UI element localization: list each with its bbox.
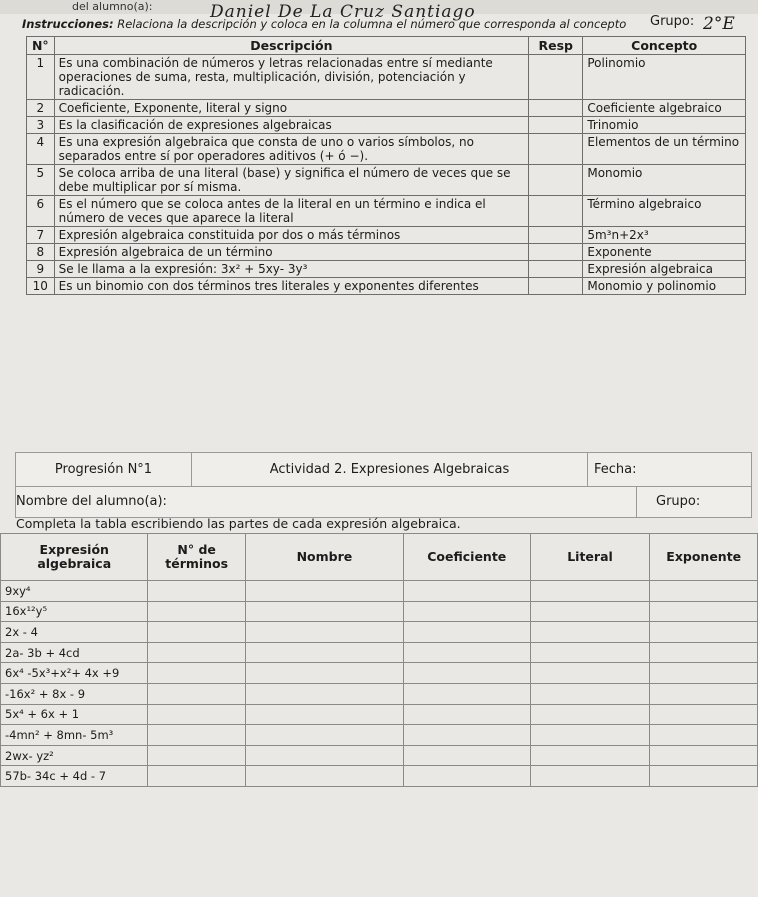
resp-cell[interactable] (529, 55, 583, 100)
coeficiente-answer-cell[interactable] (403, 622, 530, 643)
table1-header (27, 37, 746, 55)
exponente-answer-cell[interactable] (650, 683, 758, 704)
row-desc: Expresión algebraica constituida por dos o más términos (54, 227, 529, 244)
row-num: 8 (27, 244, 55, 261)
col-expresion (1, 534, 148, 581)
resp-cell[interactable] (529, 117, 583, 134)
panel2-row1 (16, 453, 751, 487)
instructions-text: Relaciona la descripción y coloca en la columna el número que corresponda al concepto (113, 17, 627, 31)
exponente-answer-cell[interactable] (650, 663, 758, 684)
col-resp: Resp (529, 37, 583, 55)
expression-cell: 2x - 4 (1, 622, 148, 643)
handwritten-grupo: 2°E (703, 14, 735, 34)
col-num-l2: términos (165, 556, 229, 571)
nombre-answer-cell[interactable] (245, 683, 403, 704)
exponente-answer-cell[interactable] (650, 581, 758, 602)
coeficiente-answer-cell[interactable] (403, 745, 530, 766)
nombre-answer-cell[interactable] (245, 601, 403, 622)
col-nombre: Nombre (245, 534, 403, 581)
nombre-label: Nombre del alumno(a): (16, 486, 637, 517)
row-num: 10 (27, 278, 55, 295)
col-num-terminos (148, 534, 245, 581)
row-concept: Término algebraico (583, 196, 746, 227)
literal-answer-cell[interactable] (530, 766, 650, 787)
table-row (1, 683, 758, 704)
grupo2-label: Grupo: (656, 494, 701, 509)
row-desc: Es una expresión algebraica que consta de uno o varios símbolos, no separados entre sí por operadores aditivos (+ ó −). (54, 134, 529, 165)
row-desc: Es el número que se coloca antes de la literal en un término e indica el número de veces que aparece la literal (54, 196, 529, 227)
coeficiente-answer-cell[interactable] (403, 725, 530, 746)
table-row (1, 704, 758, 725)
row-concept: Monomio (583, 165, 746, 196)
expression-cell: -4mn² + 8mn- 5m³ (1, 725, 148, 746)
instructions (22, 17, 642, 31)
expression-cell: 16x¹²y⁵ (1, 601, 148, 622)
num-terminos-answer-cell[interactable] (148, 704, 245, 725)
coeficiente-answer-cell[interactable] (403, 683, 530, 704)
table-row (1, 622, 758, 643)
table-row (27, 117, 746, 134)
table-row (27, 244, 746, 261)
coeficiente-answer-cell[interactable] (403, 581, 530, 602)
row-desc: Es un binomio con dos términos tres literales y exponentes diferentes (54, 278, 529, 295)
row-num: 7 (27, 227, 55, 244)
alumno-label: del alumno(a): (72, 0, 153, 13)
row-num: 2 (27, 100, 55, 117)
resp-cell[interactable] (529, 165, 583, 196)
row-concept: Polinomio (583, 55, 746, 100)
expression-cell: 57b- 34c + 4d - 7 (1, 766, 148, 787)
grupo-label: Grupo: (650, 14, 695, 29)
table-row (1, 581, 758, 602)
col-concept: Concepto (583, 37, 746, 55)
resp-cell[interactable] (529, 278, 583, 295)
col-desc: Descripción (54, 37, 529, 55)
literal-answer-cell[interactable] (530, 581, 650, 602)
literal-answer-cell[interactable] (530, 601, 650, 622)
exponente-answer-cell[interactable] (650, 704, 758, 725)
exponente-answer-cell[interactable] (650, 622, 758, 643)
resp-cell[interactable] (529, 261, 583, 278)
expression-cell: 5x⁴ + 6x + 1 (1, 704, 148, 725)
table-row (27, 134, 746, 165)
resp-cell[interactable] (529, 244, 583, 261)
handwritten-student-name: Daniel De La Cruz Santiago (210, 2, 476, 22)
exponente-answer-cell[interactable] (650, 745, 758, 766)
coeficiente-answer-cell[interactable] (403, 704, 530, 725)
table2-header (1, 534, 758, 581)
literal-answer-cell[interactable] (530, 704, 650, 725)
row-desc: Se coloca arriba de una literal (base) y significa el número de veces que se debe multiplicar por sí misma. (54, 165, 529, 196)
col-coeficiente: Coeficiente (403, 534, 530, 581)
exponente-answer-cell[interactable] (650, 642, 758, 663)
row-concept: Coeficiente algebraico (583, 100, 746, 117)
nombre-answer-cell[interactable] (245, 766, 403, 787)
table-row (27, 55, 746, 100)
expression-cell: 9xy⁴ (1, 581, 148, 602)
nombre-answer-cell[interactable] (245, 663, 403, 684)
row-desc: Expresión algebraica de un término (54, 244, 529, 261)
num-terminos-answer-cell[interactable] (148, 766, 245, 787)
literal-answer-cell[interactable] (530, 663, 650, 684)
nombre-answer-cell[interactable] (245, 745, 403, 766)
panel2-row2 (16, 486, 751, 517)
table2-body (1, 581, 758, 787)
expression-cell: 2wx- yz² (1, 745, 148, 766)
coeficiente-answer-cell[interactable] (403, 766, 530, 787)
row-concept: Elementos de un término (583, 134, 746, 165)
num-terminos-answer-cell[interactable] (148, 663, 245, 684)
literal-answer-cell[interactable] (530, 745, 650, 766)
table-row (1, 642, 758, 663)
num-terminos-answer-cell[interactable] (148, 745, 245, 766)
row-concept: Trinomio (583, 117, 746, 134)
num-terminos-answer-cell[interactable] (148, 683, 245, 704)
table-row (1, 745, 758, 766)
table1-body (27, 55, 746, 295)
row-desc: Coeficiente, Exponente, literal y signo (54, 100, 529, 117)
num-terminos-answer-cell[interactable] (148, 622, 245, 643)
row-concept: Exponente (583, 244, 746, 261)
table-row (27, 227, 746, 244)
resp-cell[interactable] (529, 134, 583, 165)
expression-cell: 2a- 3b + 4cd (1, 642, 148, 663)
nombre-answer-cell[interactable] (245, 581, 403, 602)
exponente-answer-cell[interactable] (650, 766, 758, 787)
col-expresion-l2: algebraica (37, 556, 112, 571)
concept-matching-table (26, 36, 746, 295)
expressions-table (0, 533, 758, 787)
actividad-title: Actividad 2. Expresiones Algebraicas (192, 453, 588, 486)
literal-answer-cell[interactable] (530, 622, 650, 643)
nombre-answer-cell[interactable] (245, 622, 403, 643)
exponente-answer-cell[interactable] (650, 725, 758, 746)
row-concept: Monomio y polinomio (583, 278, 746, 295)
col-num-l1: N° de (177, 542, 216, 557)
progresion-label: Progresión N°1 (16, 453, 192, 486)
expression-cell: 6x⁴ -5x³+x²+ 4x +9 (1, 663, 148, 684)
nombre-answer-cell[interactable] (245, 704, 403, 725)
coeficiente-answer-cell[interactable] (403, 663, 530, 684)
table-row (27, 100, 746, 117)
col-num: N° (27, 37, 55, 55)
literal-answer-cell[interactable] (530, 683, 650, 704)
row-num: 3 (27, 117, 55, 134)
row-num: 5 (27, 165, 55, 196)
coeficiente-answer-cell[interactable] (403, 601, 530, 622)
table-row (27, 165, 746, 196)
row-num: 1 (27, 55, 55, 100)
nombre-answer-cell[interactable] (245, 642, 403, 663)
row-concept: Expresión algebraica (583, 261, 746, 278)
coeficiente-answer-cell[interactable] (403, 642, 530, 663)
col-literal: Literal (530, 534, 650, 581)
exponente-answer-cell[interactable] (650, 601, 758, 622)
num-terminos-answer-cell[interactable] (148, 642, 245, 663)
num-terminos-answer-cell[interactable] (148, 581, 245, 602)
row-desc: Es una combinación de números y letras relacionadas entre sí mediante operaciones de suma, resta, multiplicación, división, potenciación y radicación. (54, 55, 529, 100)
table-row (1, 601, 758, 622)
activity-header-panel (15, 452, 752, 518)
table-row (1, 725, 758, 746)
expression-cell: -16x² + 8x - 9 (1, 683, 148, 704)
row-num: 6 (27, 196, 55, 227)
row-desc: Es la clasificación de expresiones algebraicas (54, 117, 529, 134)
resp-cell[interactable] (529, 227, 583, 244)
num-terminos-answer-cell[interactable] (148, 601, 245, 622)
resp-cell[interactable] (529, 196, 583, 227)
table-row (1, 663, 758, 684)
instructions-2: Completa la tabla escribiendo las partes de cada expresión algebraica. (16, 516, 461, 531)
table-row (1, 766, 758, 787)
row-num: 9 (27, 261, 55, 278)
fecha-label: Fecha: (594, 462, 637, 477)
num-terminos-answer-cell[interactable] (148, 725, 245, 746)
col-expresion-l1: Expresión (39, 542, 109, 557)
table-row (27, 261, 746, 278)
literal-answer-cell[interactable] (530, 725, 650, 746)
row-num: 4 (27, 134, 55, 165)
row-concept: 5m³n+2x³ (583, 227, 746, 244)
literal-answer-cell[interactable] (530, 642, 650, 663)
row-desc: Se le llama a la expresión: 3x² + 5xy- 3y³ (54, 261, 529, 278)
table-row (27, 196, 746, 227)
table-row (27, 278, 746, 295)
instructions-bold: Instrucciones: (22, 17, 114, 31)
col-exponente: Exponente (650, 534, 758, 581)
nombre-answer-cell[interactable] (245, 725, 403, 746)
resp-cell[interactable] (529, 100, 583, 117)
